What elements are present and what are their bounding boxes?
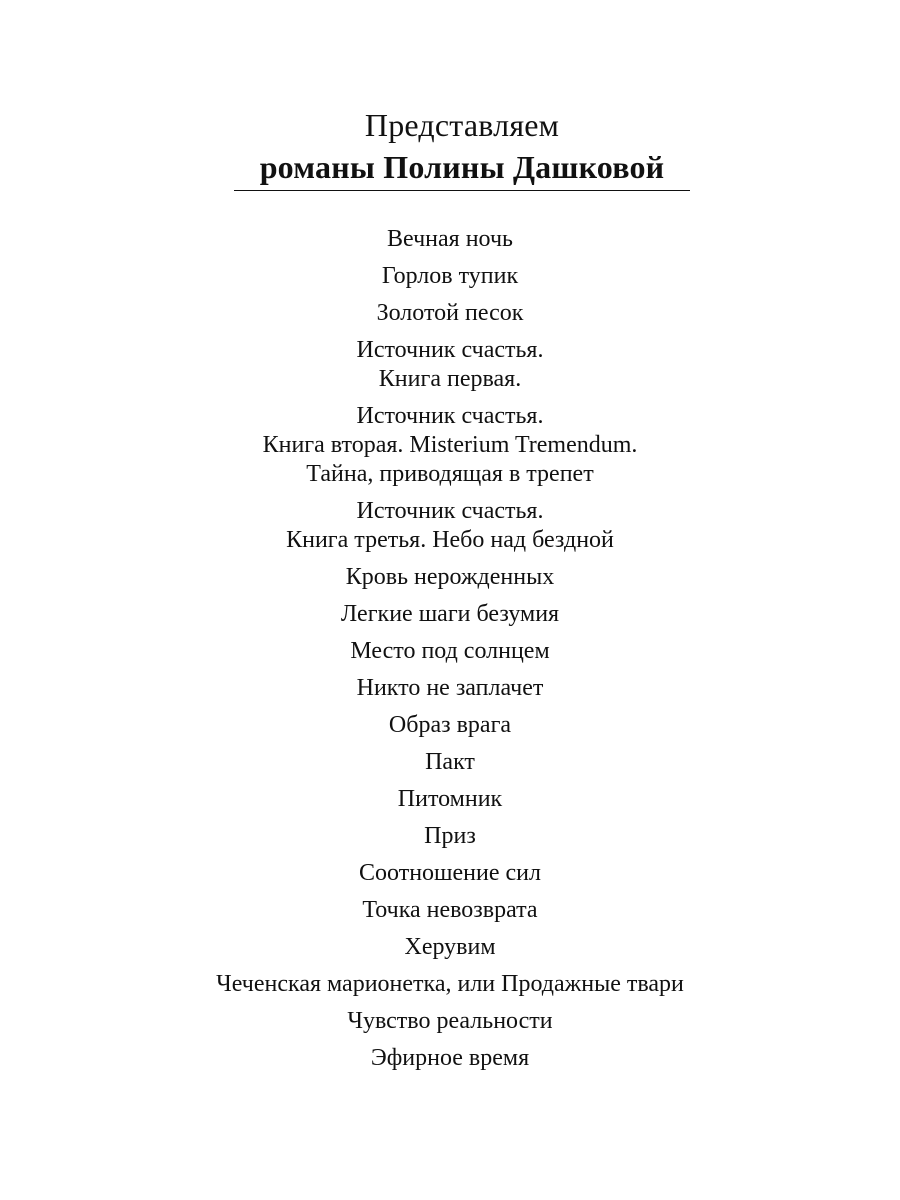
book-title-item: [0, 299, 900, 328]
book-title-item: [0, 933, 900, 962]
book-title-item: [0, 896, 900, 925]
book-title-item: [0, 1044, 900, 1073]
book-title-line: Горлов тупик: [381, 263, 519, 289]
book-title-item: [0, 1007, 900, 1036]
book-title-item: [0, 637, 900, 666]
book-title-item: [0, 674, 900, 703]
book-title-item: [0, 225, 900, 254]
book-title-item: [0, 970, 900, 999]
book-title-line: Чувство реальности: [347, 1008, 553, 1034]
book-title-line: Кровь нерожденных: [345, 564, 555, 590]
book-title-line: Питомник: [397, 786, 503, 812]
page-heading: [234, 104, 690, 188]
book-title-line: Херувим: [404, 934, 496, 960]
book-title-item: [0, 336, 900, 394]
book-title-item: [0, 262, 900, 291]
book-title-item: [0, 497, 900, 555]
book-title-line: Точка невозврата: [362, 897, 538, 923]
heading-divider: [234, 190, 690, 191]
book-title-item: [0, 600, 900, 629]
book-title-item: [0, 822, 900, 851]
book-title-line: Легкие шаги безумия: [340, 601, 560, 627]
heading-intro: Представляем: [364, 107, 560, 143]
book-title-line: Чеченская марионетка, или Продажные твари: [216, 971, 684, 997]
book-title-line: Место под солнцем: [350, 638, 550, 664]
book-title-item: [0, 711, 900, 740]
book-title-item: [0, 785, 900, 814]
book-title-item: [0, 563, 900, 592]
book-title-line: Книга вторая. Misterium Tremendum.: [262, 432, 638, 458]
book-title-line: Соотношение сил: [359, 860, 541, 886]
book-title-line: Золотой песок: [376, 300, 524, 326]
heading-title: романы Полины Дашковой: [259, 149, 665, 185]
book-title-line: Книга первая.: [378, 366, 522, 392]
book-title-line: Пакт: [425, 749, 475, 775]
book-title-line: Книга третья. Небо над бездной: [286, 527, 614, 553]
book-title-line: Образ врага: [388, 712, 512, 738]
book-title-item: [0, 748, 900, 777]
book-title-line: Вечная ночь: [387, 226, 513, 252]
book-list: [0, 225, 900, 1081]
book-title-line: Эфирное время: [370, 1045, 530, 1071]
book-title-item: [0, 859, 900, 888]
book-title-line: Никто не заплачет: [356, 675, 544, 701]
book-title-line: Источник счастья.: [356, 498, 544, 524]
book-title-line: Тайна, приводящая в трепет: [306, 461, 594, 487]
book-title-line: Источник счастья.: [356, 337, 544, 363]
book-title-line: Приз: [424, 823, 476, 849]
book-title-item: [0, 402, 900, 489]
book-title-line: Источник счастья.: [356, 403, 544, 429]
